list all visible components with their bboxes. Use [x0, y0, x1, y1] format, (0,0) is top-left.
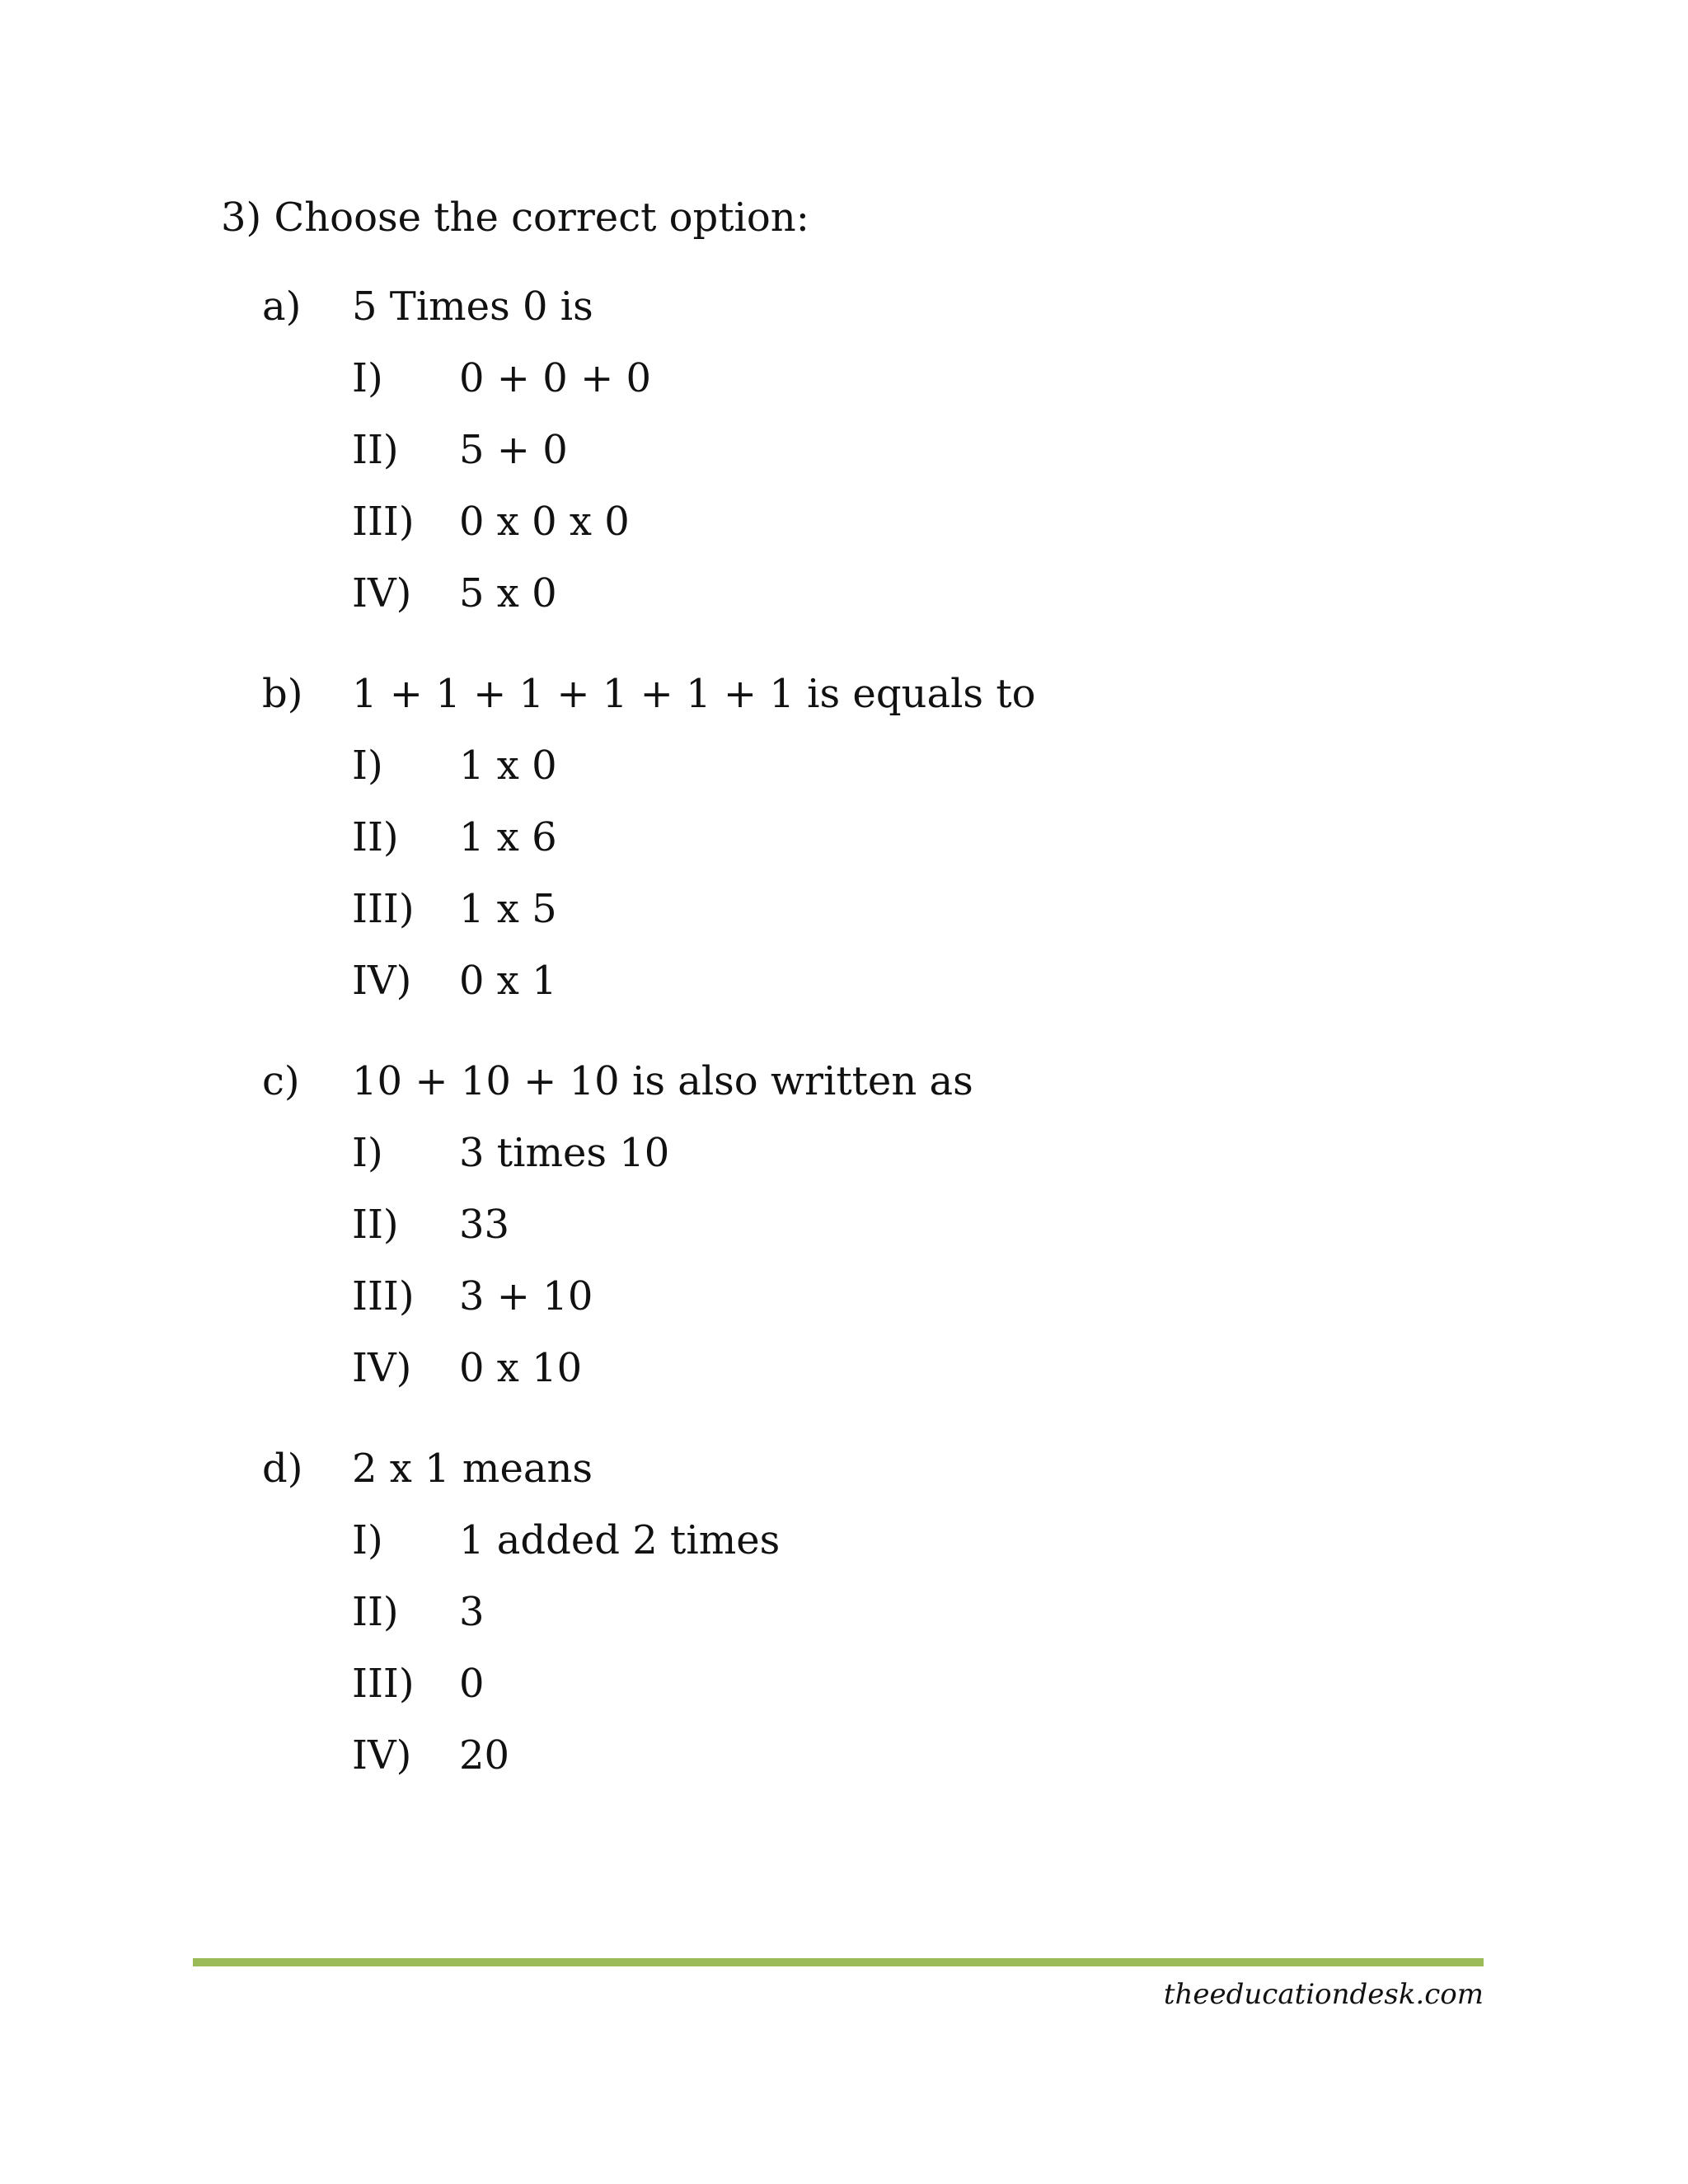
question-a-option-3-text: 0 x 0 x 0 [459, 499, 630, 545]
question-c-option-2-text: 33 [459, 1202, 510, 1248]
question-c-option-3-text: 3 + 10 [459, 1273, 593, 1319]
question-c-option-4-num: IV) [352, 1345, 412, 1391]
question-c-option-1-num: I) [352, 1130, 383, 1176]
question-a-option-2-num: II) [352, 427, 399, 473]
question-a-option-3-num: III) [352, 499, 415, 545]
question-d-option-2-text: 3 [459, 1589, 485, 1635]
question-c-option-3-num: III) [352, 1273, 415, 1319]
question-b-option-2-text: 1 x 6 [459, 814, 557, 860]
question-d-option-1-text: 1 added 2 times [459, 1517, 781, 1563]
question-d-text: 2 x 1 means [352, 1446, 593, 1492]
question-b-option-2-num: II) [352, 814, 399, 860]
question-a-text: 5 Times 0 is [352, 284, 593, 330]
question-a-option-1-text: 0 + 0 + 0 [459, 355, 652, 401]
question-a-option-1-num: I) [352, 355, 383, 401]
question-b-option-3-num: III) [352, 886, 415, 932]
question-b-option-3-text: 1 x 5 [459, 886, 557, 932]
question-a-option-4-num: IV) [352, 570, 412, 616]
question-d-option-4-text: 20 [459, 1732, 510, 1779]
question-d-option-3-num: III) [352, 1661, 415, 1707]
question-c-letter: c) [262, 1058, 300, 1104]
question-b-text: 1 + 1 + 1 + 1 + 1 + 1 is equals to [352, 671, 1036, 717]
question-a-option-4-text: 5 x 0 [459, 570, 557, 616]
question-d-option-1-num: I) [352, 1517, 383, 1563]
worksheet-heading: 3) Choose the correct option: [221, 194, 809, 241]
question-d-option-3-text: 0 [459, 1661, 485, 1707]
question-b-option-1-num: I) [352, 743, 383, 789]
question-c-option-1-text: 3 times 10 [459, 1130, 670, 1176]
footer-divider [193, 1958, 1484, 1966]
question-b-option-4-num: IV) [352, 958, 412, 1004]
question-a-letter: a) [262, 284, 302, 330]
question-c-text: 10 + 10 + 10 is also written as [352, 1058, 973, 1104]
question-b-letter: b) [262, 671, 303, 717]
question-d-option-2-num: II) [352, 1589, 399, 1635]
question-c-option-2-num: II) [352, 1202, 399, 1248]
question-d-letter: d) [262, 1446, 303, 1492]
question-b-option-1-text: 1 x 0 [459, 743, 557, 789]
question-a-option-2-text: 5 + 0 [459, 427, 568, 473]
footer-site-name: theeducationdesk.com [1163, 1978, 1484, 2011]
question-c-option-4-text: 0 x 10 [459, 1345, 583, 1391]
question-b-option-4-text: 0 x 1 [459, 958, 557, 1004]
question-d-option-4-num: IV) [352, 1732, 412, 1779]
